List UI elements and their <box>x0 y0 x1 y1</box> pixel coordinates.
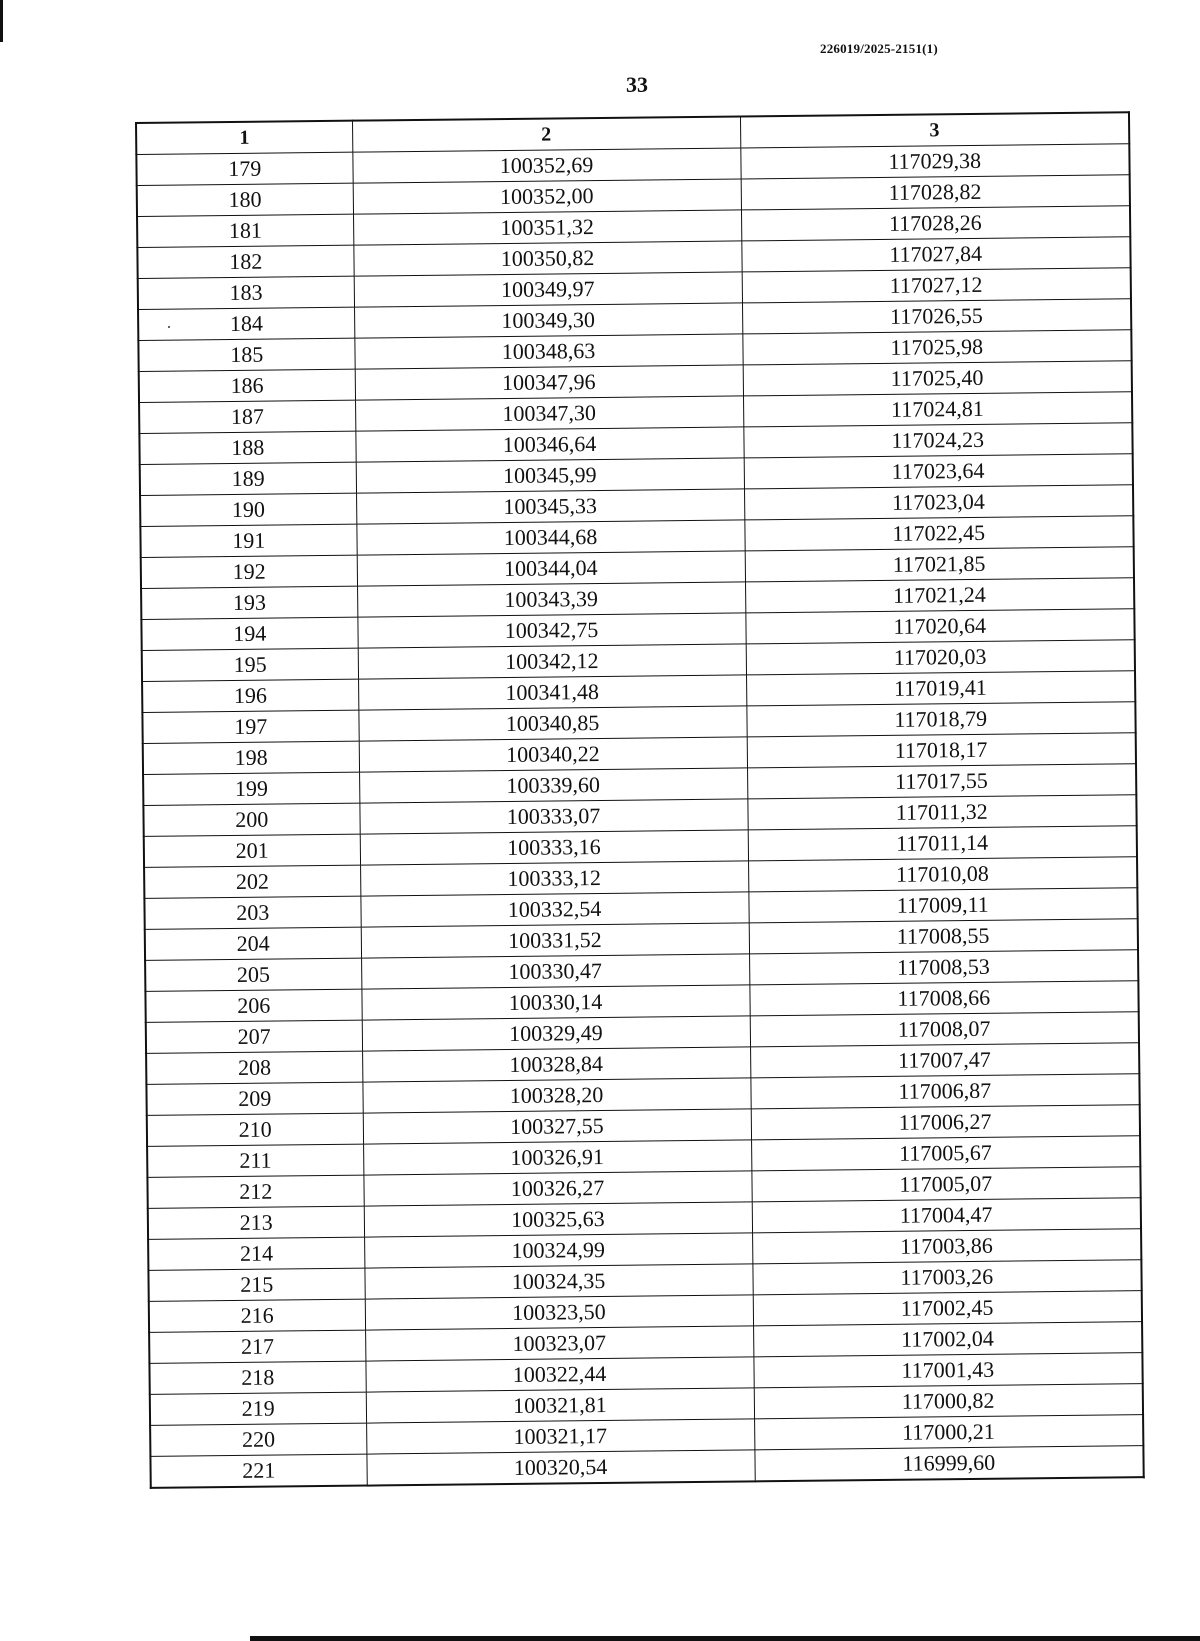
coordinate-y-cell: 117027,12 <box>742 268 1131 303</box>
coordinate-x-cell: 100321,81 <box>366 1388 754 1423</box>
coordinate-y-cell: 117019,41 <box>746 671 1135 706</box>
point-number-cell: 198 <box>143 741 359 774</box>
scan-edge-left <box>0 0 3 42</box>
coordinate-y-cell: 117021,24 <box>745 578 1134 613</box>
coordinate-y-cell: 117003,86 <box>752 1229 1141 1264</box>
coordinate-y-cell: 117008,55 <box>749 919 1138 954</box>
point-number-cell: 189 <box>140 462 356 495</box>
point-number-cell: 206 <box>145 989 361 1022</box>
coordinate-y-cell: 117006,87 <box>750 1074 1139 1109</box>
point-number-cell: 183 <box>138 276 354 309</box>
point-number-cell: 182 <box>137 245 353 278</box>
coordinate-y-cell: 117001,43 <box>753 1353 1142 1388</box>
coordinate-y-cell: 116999,60 <box>754 1446 1143 1482</box>
coordinate-y-cell: 117003,26 <box>752 1260 1141 1295</box>
point-number-cell: 209 <box>146 1082 362 1115</box>
coordinate-y-cell: 117011,14 <box>748 826 1137 861</box>
point-number-cell: 205 <box>145 958 361 991</box>
coordinate-y-cell: 117028,26 <box>741 206 1130 241</box>
coordinate-y-cell: 117025,40 <box>743 361 1132 396</box>
point-number-cell: 191 <box>140 524 356 557</box>
coordinate-y-cell: 117010,08 <box>748 857 1137 892</box>
point-number-cell: 217 <box>149 1330 365 1363</box>
coordinate-y-cell: 117028,82 <box>741 175 1130 210</box>
coordinate-y-cell: 117023,64 <box>744 454 1133 489</box>
point-number-cell: 181 <box>137 214 353 247</box>
coordinate-x-cell: 100350,82 <box>353 241 741 276</box>
coordinate-y-cell: 117024,81 <box>743 392 1132 427</box>
point-number-cell: 194 <box>141 617 357 650</box>
coordinate-x-cell: 100329,49 <box>362 1016 750 1051</box>
point-number-cell: 220 <box>150 1423 366 1456</box>
coordinate-y-cell: 117018,79 <box>746 702 1135 737</box>
coordinate-x-cell: 100346,64 <box>355 427 743 462</box>
coordinate-y-cell: 117000,82 <box>754 1384 1143 1419</box>
coordinate-x-cell: 100325,63 <box>364 1202 752 1237</box>
coordinate-x-cell: 100340,85 <box>358 706 746 741</box>
coordinate-y-cell: 117006,27 <box>751 1105 1140 1140</box>
coordinate-x-cell: 100352,00 <box>353 179 741 214</box>
coordinate-x-cell: 100323,07 <box>365 1326 753 1361</box>
coordinate-y-cell: 117005,67 <box>751 1136 1140 1171</box>
point-number-cell: 197 <box>142 710 358 743</box>
coordinate-y-cell: 117020,64 <box>745 609 1134 644</box>
coordinate-y-cell: 117002,04 <box>753 1322 1142 1357</box>
coordinate-x-cell: 100328,84 <box>362 1047 750 1082</box>
point-number-cell: 211 <box>147 1144 363 1177</box>
coordinate-x-cell: 100333,16 <box>360 830 748 865</box>
point-number-cell: 221 <box>150 1454 366 1488</box>
coordinate-x-cell: 100323,50 <box>365 1295 753 1330</box>
coordinate-x-cell: 100331,52 <box>361 923 749 958</box>
point-number-cell: 218 <box>149 1361 365 1394</box>
point-number-cell: 190 <box>140 493 356 526</box>
point-number-cell: 204 <box>145 927 361 960</box>
coordinate-x-cell: 100333,12 <box>360 861 748 896</box>
coordinate-x-cell: 100326,27 <box>363 1171 751 1206</box>
coordinate-y-cell: 117011,32 <box>747 795 1136 830</box>
coordinate-y-cell: 117018,17 <box>747 733 1136 768</box>
point-number-cell: 213 <box>148 1206 364 1239</box>
coordinate-y-cell: 117022,45 <box>744 516 1133 551</box>
point-number-cell: 193 <box>141 586 357 619</box>
coordinate-y-cell: 117002,45 <box>753 1291 1142 1326</box>
coordinate-x-cell: 100324,99 <box>364 1233 752 1268</box>
point-number-cell: 201 <box>144 834 360 867</box>
point-number-cell: 186 <box>139 369 355 402</box>
point-number-cell: 212 <box>147 1175 363 1208</box>
coordinate-y-cell: 117004,47 <box>752 1198 1141 1233</box>
point-number-cell: 210 <box>147 1113 363 1146</box>
coordinate-y-cell: 117017,55 <box>747 764 1136 799</box>
point-number-cell: 207 <box>146 1020 362 1053</box>
coordinates-table-wrapper <box>135 111 1143 1489</box>
coordinate-y-cell: 117023,04 <box>744 485 1133 520</box>
column-header-3: 3 <box>740 112 1129 148</box>
coordinate-x-cell: 100330,14 <box>361 985 749 1020</box>
coordinate-x-cell: 100349,30 <box>354 303 742 338</box>
point-number-cell: 200 <box>143 803 359 836</box>
coordinate-x-cell: 100339,60 <box>359 768 747 803</box>
column-header-2: 2 <box>352 116 740 152</box>
coordinate-y-cell: 117020,03 <box>746 640 1135 675</box>
point-number-cell: 199 <box>143 772 359 805</box>
coordinate-x-cell: 100349,97 <box>354 272 742 307</box>
point-number-cell: 216 <box>149 1299 365 1332</box>
coordinate-x-cell: 100348,63 <box>354 334 742 369</box>
point-number-cell: 185 <box>138 338 354 371</box>
point-number-cell: 184 <box>138 307 354 340</box>
coordinate-x-cell: 100327,55 <box>363 1109 751 1144</box>
column-header-1: 1 <box>136 121 352 155</box>
coordinate-y-cell: 117008,66 <box>749 981 1138 1016</box>
coordinate-x-cell: 100324,35 <box>364 1264 752 1299</box>
coordinate-x-cell: 100351,32 <box>353 210 741 245</box>
point-number-cell: 208 <box>146 1051 362 1084</box>
coordinate-x-cell: 100333,07 <box>359 799 747 834</box>
page-number: 33 <box>626 72 648 97</box>
coordinate-x-cell: 100341,48 <box>358 675 746 710</box>
coordinate-x-cell: 100345,99 <box>356 458 744 493</box>
coordinate-y-cell: 117007,47 <box>750 1043 1139 1078</box>
point-number-cell: 192 <box>141 555 357 588</box>
coordinate-y-cell: 117029,38 <box>740 144 1129 179</box>
coordinate-x-cell: 100322,44 <box>365 1357 753 1392</box>
coordinate-x-cell: 100342,12 <box>358 644 746 679</box>
point-number-cell: 188 <box>139 431 355 464</box>
table-body <box>136 144 1143 1488</box>
point-number-cell: 203 <box>144 896 360 929</box>
coordinate-x-cell: 100320,54 <box>366 1450 754 1486</box>
point-number-cell: 202 <box>144 865 360 898</box>
coordinate-y-cell: 117008,07 <box>750 1012 1139 1047</box>
point-number-cell: 187 <box>139 400 355 433</box>
document-reference: 226019/2025-2151(1) <box>820 41 938 56</box>
coordinate-x-cell: 100340,22 <box>359 737 747 772</box>
coordinate-x-cell: 100342,75 <box>357 613 745 648</box>
point-number-cell: 219 <box>150 1392 366 1425</box>
point-number-cell: 195 <box>142 648 358 681</box>
coordinate-y-cell: 117025,98 <box>742 330 1131 365</box>
point-number-cell: 180 <box>137 183 353 216</box>
coordinates-table <box>135 111 1145 1489</box>
coordinate-x-cell: 100326,91 <box>363 1140 751 1175</box>
coordinate-x-cell: 100330,47 <box>361 954 749 989</box>
coordinate-x-cell: 100344,68 <box>356 520 744 555</box>
coordinate-y-cell: 117026,55 <box>742 299 1131 334</box>
coordinate-x-cell: 100347,30 <box>355 396 743 431</box>
coordinate-y-cell: 117000,21 <box>754 1415 1143 1450</box>
coordinate-x-cell: 100321,17 <box>366 1419 754 1454</box>
coordinate-y-cell: 117021,85 <box>745 547 1134 582</box>
coordinate-x-cell: 100344,04 <box>357 551 745 586</box>
coordinate-x-cell: 100332,54 <box>360 892 748 927</box>
coordinate-x-cell: 100345,33 <box>356 489 744 524</box>
coordinate-y-cell: 117024,23 <box>743 423 1132 458</box>
point-number-cell: 196 <box>142 679 358 712</box>
point-number-cell: 214 <box>148 1237 364 1270</box>
scan-edge-bottom <box>250 1636 1200 1641</box>
point-number-cell: 215 <box>148 1268 364 1301</box>
coordinate-x-cell: 100352,69 <box>352 148 740 183</box>
coordinate-x-cell: 100343,39 <box>357 582 745 617</box>
coordinate-x-cell: 100328,20 <box>362 1078 750 1113</box>
coordinate-y-cell: 117008,53 <box>749 950 1138 985</box>
coordinate-x-cell: 100347,96 <box>355 365 743 400</box>
coordinate-y-cell: 117005,07 <box>751 1167 1140 1202</box>
coordinate-y-cell: 117009,11 <box>748 888 1137 923</box>
point-number-cell: 179 <box>136 152 352 185</box>
coordinate-y-cell: 117027,84 <box>741 237 1130 272</box>
